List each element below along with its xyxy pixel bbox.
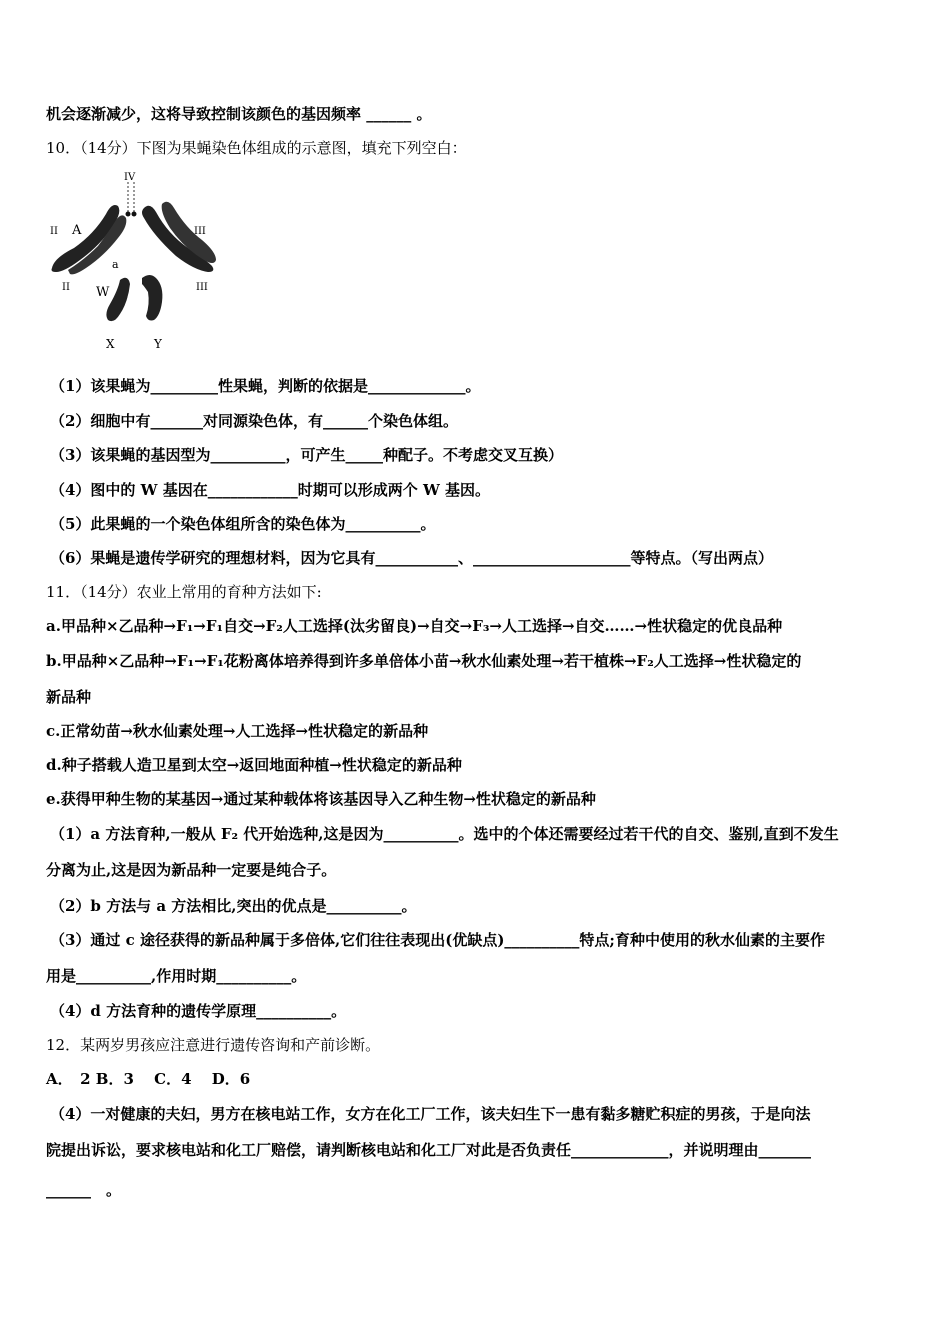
question-12-title: 12．某两岁男孩应注意进行遗传咨询和产前诊断。 [46,1036,381,1054]
question-11-title: 11．（14分）农业上常用的育种方法如下: [46,583,322,601]
q12-part4-line1: （4）一对健康的夫妇，男方在核电站工作，女方在化工厂工作，该夫妇生下一患有黏多糖贮积症的男孩，于是向法 [50,1105,811,1123]
q11-method-b-line2: 新品种 [46,688,92,706]
q12-options: A． 2 B．3 C．4 D．6 [46,1070,251,1088]
q10-part6: （6）果蝇是遗传学研究的理想材料，因为它具有___________、_____________________等特点。（写出两点） [50,549,773,567]
q11-part2: （2）b 方法与 a 方法相比,突出的优点是__________。 [50,897,417,915]
q11-part4: （4）d 方法育种的遗传学原理__________。 [50,1002,347,1020]
label-gene-W: W [96,285,110,300]
label-II-top: II [50,226,58,237]
q10-part5: （5）此果蝇的一个染色体组所含的染色体为__________。 [50,515,436,533]
label-Y: Y [154,337,162,351]
text-line-prev: 机会逐渐减少，这将导致控制该颜色的基因频率 ______ 。 [46,105,432,123]
label-II-bottom: II [62,282,70,293]
label-gene-A: A [72,223,82,238]
q11-part3-line2: 用是__________,作用时期__________。 [46,967,307,985]
q10-part3: （3）该果蝇的基因型为__________，可产生_____种配子。不考虑交叉互换） [50,446,563,464]
q11-method-a: a.甲品种×乙品种→F₁→F₁自交→F₂人工选择(汰劣留良)→自交→F₃→人工选择→自交……→性状稳定的优良品种 [46,617,783,635]
label-III-bottom: III [196,282,208,293]
label-X: X [106,337,115,351]
question-10-title: 10．（14分）下图为果蝇染色体组成的示意图，填充下列空白： [46,139,467,157]
q11-part3-line1: （3）通过 c 途径获得的新品种属于多倍体,它们往往表现出(优缺点)__________特点;育种中使用的秋水仙素的主要作 [50,931,825,949]
centromere-IV-right [132,212,137,217]
fruit-fly-chromosome-figure [44,168,244,356]
chromosome-X [106,278,130,321]
q12-part4-line3: ______ 。 [46,1181,122,1199]
centromere-IV-left [126,212,131,217]
q10-part4: （4）图中的 W 基因在____________时期可以形成两个 W 基因。 [50,481,491,499]
q11-part1-line2: 分离为止,这是因为新品种一定要是纯合子。 [46,861,337,879]
label-gene-a: a [112,258,119,271]
q12-part4-line2: 院提出诉讼，要求核电站和化工厂赔偿，请判断核电站和化工厂对此是否负责任_____________，并说明理由_______ [46,1141,812,1159]
q11-method-b-line1: b.甲品种×乙品种→F₁→F₁花粉离体培养得到许多单倍体小苗→秋水仙素处理→若干植株→F₂人工选择→性状稳定的 [46,652,802,670]
q11-method-e: e.获得甲种生物的某基因→通过某种载体将该基因导入乙种生物→性状稳定的新品种 [46,790,596,808]
q11-part1-line1: （1）a 方法育种,一般从 F₂ 代开始选种,这是因为__________。选中的个体还需要经过若干代的自交、鉴别,直到不发生 [50,825,839,843]
q10-part2: （2）细胞中有_______对同源染色体，有______个染色体组。 [50,412,458,430]
label-IV: IV [124,172,136,183]
q10-part1: （1）该果蝇为_________性果蝇，判断的依据是_____________。 [50,377,481,395]
chromosome-Y [142,275,162,321]
q11-method-c: c.正常幼苗→秋水仙素处理→人工选择→性状稳定的新品种 [46,722,429,740]
label-III-top: III [194,226,206,237]
q11-method-d: d.种子搭载人造卫星到太空→返回地面种植→性状稳定的新品种 [46,756,462,774]
